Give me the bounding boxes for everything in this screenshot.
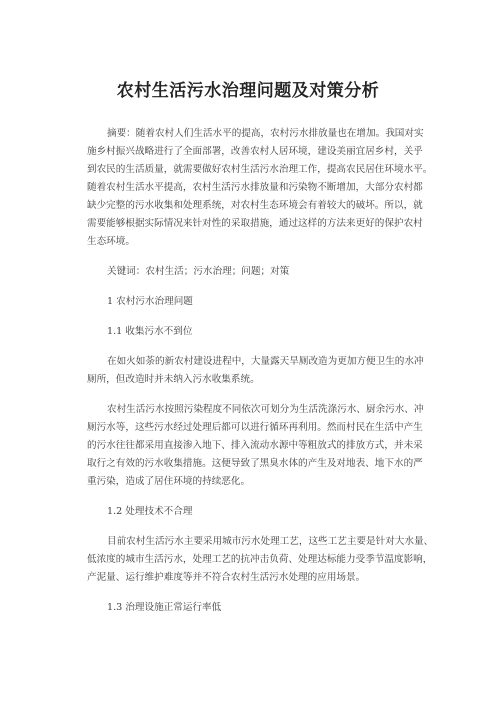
paragraph-line: 农村生活污水按照污染程度不同依次可划分为生活洗涤污水、厨余污水、冲 [107,404,424,415]
abstract-line: 随着农村生活水平提高，农村生活污水排放量和污染物不断增加，大部分农村都 [87,182,423,193]
abstract-line: 缺少完整的污水收集和处理系统，对农村生态环境会有着较大的破坏。所以，就 [87,200,423,211]
keywords-line: 关键词：农村生活；污水治理；问题；对策 [107,266,290,277]
paragraph-line: 目前农村生活污水主要采用城市污水处理工艺，这些工艺主要是针对大水量、 [107,536,434,547]
paragraph-line: 厕污水等，这些污水经过处理后都可以进行循环再利用。然而村民在生活中产生 [87,422,423,433]
abstract-line: 需要能够根据实际情况来针对性的采取措施，通过这样的方法来更好的保护农村 [87,218,423,229]
abstract-line: 到农民的生活质量，就需要做好农村生活污水治理工作，提高农民居住环境水平。 [87,164,433,175]
subsection-heading: 1.2 处理技术不合理 [107,506,193,517]
paragraph-line: 厕所，但改造时并未纳入污水收集系统。 [87,374,260,385]
paragraph-line: 在如火如荼的新农村建设进程中，大量露天旱厕改造为更加方便卫生的水冲 [107,356,424,367]
subsection-heading: 1.3 治理设施正常运行率低 [107,602,222,613]
abstract-line: 施乡村振兴战略进行了全面部署，改善农村人居环境，建设美丽宜居乡村，关乎 [87,146,423,157]
abstract-line: 摘要：随着农村人们生活水平的提高，农村污水排放量也在增加。我国对实 [107,128,424,139]
document-title: 农村生活污水治理问题及对策分析 [116,81,380,101]
paragraph-line: 产泥量、运行维护难度等并不符合农村生活污水处理的应用场景。 [87,572,366,583]
subsection-heading: 1.1 收集污水不到位 [107,326,193,337]
paragraph-line: 重污染，造成了居住环境的持续恶化。 [87,476,251,487]
paragraph-line: 低浓度的城市生活污水，处理工艺的抗冲击负荷、处理达标能力受季节温度影响， [87,554,433,565]
paragraph-line: 取行之有效的污水收集措施。这便导致了黑臭水体的产生及对地表、地下水的严 [87,458,423,469]
section-heading: 1 农村污水治理问题 [107,296,193,307]
paragraph-line: 的污水往往都采用直接渗入地下、排入流动水源中等粗放式的排放方式，并未采 [87,440,423,451]
abstract-line: 生态环境。 [87,236,135,247]
